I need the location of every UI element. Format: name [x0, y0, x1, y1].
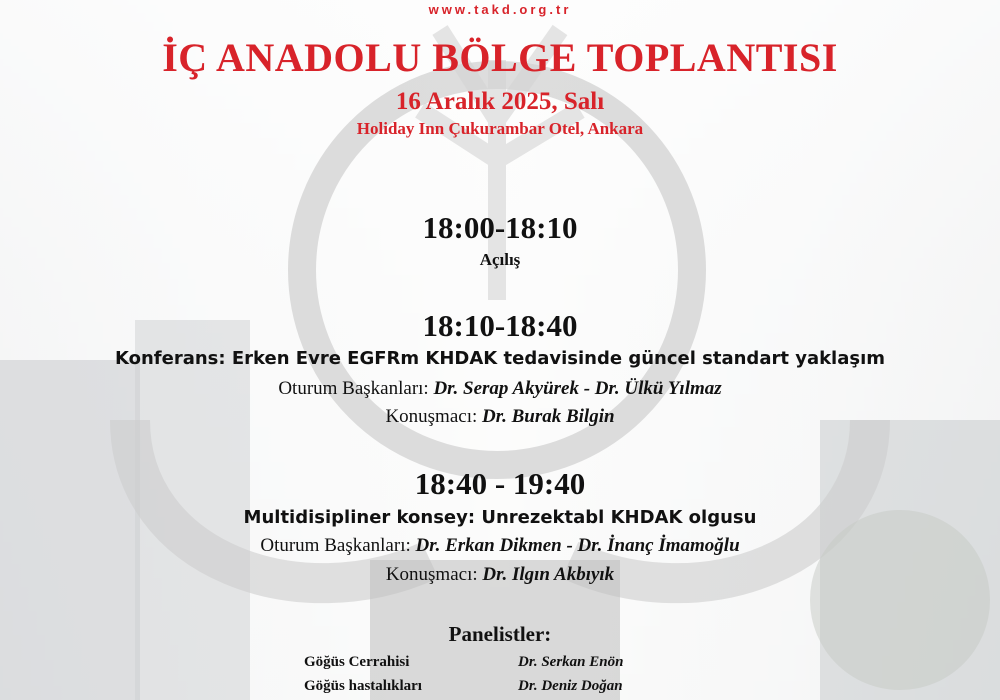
session-2-chairs-line [0, 378, 1000, 400]
session-2-time: 18:10-18:40 [422, 308, 578, 343]
session-3-chairs: Dr. Erkan Dikmen - Dr. İnanç İmamoğlu [415, 535, 740, 556]
session-3-time: 18:40 - 19:40 [414, 466, 586, 501]
panel-role: Göğüs hastalıkları [304, 678, 422, 694]
event-date: 16 Aralık 2025, Salı [395, 88, 605, 115]
session-3-title: Multidisipliner konsey: Unrezektabl KHDAK olgusu [243, 507, 757, 528]
session-2-title: Konferans: Erken Evre EGFRm KHDAK tedavisinde güncel standart yaklaşım [114, 348, 886, 369]
session-3-speaker-line [0, 564, 1000, 586]
panel-role: Göğüs Cerrahisi [304, 654, 410, 670]
session-1-time: 18:00-18:10 [422, 210, 578, 245]
panel-heading: Panelistler: [448, 622, 552, 646]
panel-name: Dr. Serkan Enön [518, 654, 624, 670]
session-2-speaker-line [0, 406, 1000, 428]
session-3-chairs-label: Oturum Başkanları: [260, 535, 411, 556]
session-1-title: Açılış [479, 250, 521, 269]
website-url[interactable]: www.takd.org.tr [428, 2, 572, 17]
session-2-speaker-label: Konuşmacı: [385, 406, 478, 427]
event-title: İÇ ANADOLU BÖLGE TOPLANTISI [162, 35, 838, 80]
event-venue: Holiday Inn Çukurambar Otel, Ankara [356, 119, 644, 138]
panel-name: Dr. Deniz Doğan [518, 678, 623, 694]
session-2-speaker: Dr. Burak Bilgin [482, 406, 615, 427]
session-3-speaker: Dr. Ilgın Akbıyık [482, 564, 615, 585]
session-3-chairs-line [0, 535, 1000, 557]
session-2-chairs-label: Oturum Başkanları: [278, 378, 429, 399]
session-3-speaker-label: Konuşmacı: [385, 564, 478, 585]
session-2-chairs: Dr. Serap Akyürek - Dr. Ülkü Yılmaz [433, 378, 722, 399]
